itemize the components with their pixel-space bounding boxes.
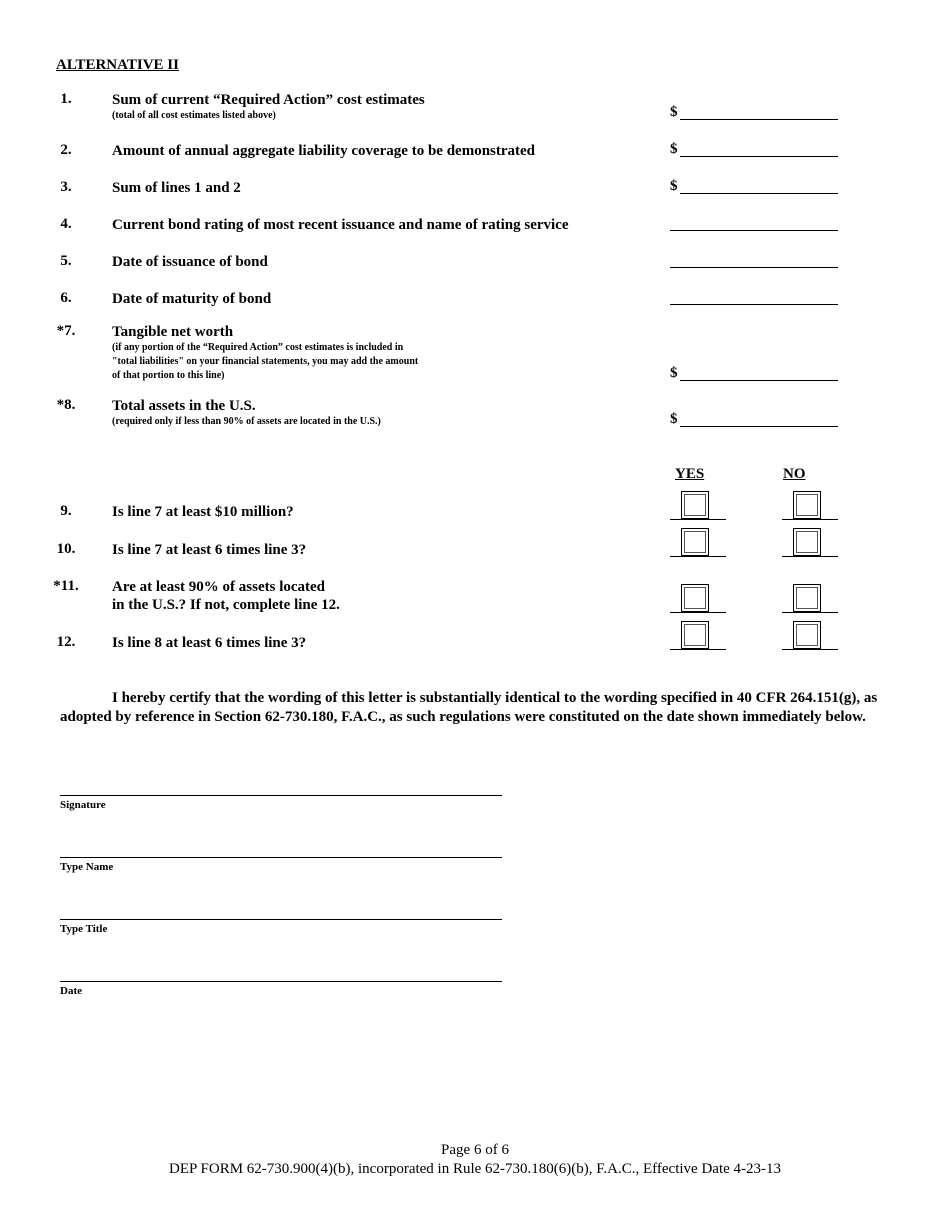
- line-3-dollar-sign: $: [670, 178, 678, 194]
- line-4-label: Current bond rating of most recent issuance and name of rating service: [112, 217, 569, 233]
- signature-label: Signature: [60, 799, 106, 811]
- line-2-dollar-sign: $: [670, 141, 678, 157]
- question-11-number: *11.: [53, 578, 79, 594]
- yes-column-header: YES: [675, 466, 705, 482]
- line-5-field[interactable]: [670, 267, 838, 268]
- line-8-dollar-sign: $: [670, 411, 678, 427]
- line-7-number: *7.: [56, 323, 76, 339]
- question-9-label: Is line 7 at least $10 million?: [112, 504, 294, 520]
- line-1-title: Sum of current “Required Action” cost estimates: [112, 92, 425, 108]
- page-number: Page 6 of 6: [441, 1142, 509, 1158]
- date-field[interactable]: [60, 981, 502, 982]
- line-7-note-2: "total liabilities" on your financial statements, you may add the amount: [112, 356, 419, 367]
- line-1-amount-field[interactable]: [680, 119, 838, 120]
- type-title-field[interactable]: [60, 919, 502, 920]
- line-6-field[interactable]: [670, 304, 838, 305]
- line-3-label: Sum of lines 1 and 2: [112, 180, 241, 196]
- line-2-amount-field[interactable]: [680, 156, 838, 157]
- line-5-label: Date of issuance of bond: [112, 254, 268, 270]
- line-1-dollar-sign: $: [670, 104, 678, 120]
- line-8-title: Total assets in the U.S.: [112, 398, 256, 414]
- line-5-number: 5.: [60, 253, 72, 269]
- question-11-yes-checkbox[interactable]: [670, 582, 726, 613]
- section-heading: ALTERNATIVE II: [56, 57, 179, 73]
- line-4-field[interactable]: [670, 230, 838, 231]
- signature-field[interactable]: [60, 795, 502, 796]
- question-12-yes-checkbox[interactable]: [670, 619, 726, 650]
- line-7-amount-field[interactable]: [680, 380, 838, 381]
- line-2-label: Amount of annual aggregate liability coverage to be demonstrated: [112, 143, 536, 159]
- line-2-number: 2.: [60, 142, 72, 158]
- question-10-label: Is line 7 at least 6 times line 3?: [112, 542, 307, 558]
- checkbox-box: [793, 621, 821, 649]
- checkbox-box: [681, 584, 709, 612]
- line-1-label: [112, 91, 425, 123]
- checkbox-box: [793, 584, 821, 612]
- question-12-number: 12.: [56, 634, 76, 650]
- question-11-no-checkbox[interactable]: [782, 582, 838, 613]
- question-9-no-checkbox[interactable]: [782, 489, 838, 520]
- line-3-amount-field[interactable]: [680, 193, 838, 194]
- question-11-line-1: Are at least 90% of assets located: [112, 579, 326, 595]
- question-11-label: [112, 578, 340, 614]
- no-column-header: NO: [783, 466, 806, 482]
- question-12-label: Is line 8 at least 6 times line 3?: [112, 635, 307, 651]
- line-7-note-1: (if any portion of the “Required Action” cost estimates is included in: [112, 342, 404, 353]
- line-6-label: Date of maturity of bond: [112, 291, 272, 307]
- checkbox-box: [681, 491, 709, 519]
- line-7-dollar-sign: $: [670, 365, 678, 381]
- line-7-title: Tangible net worth: [112, 324, 234, 340]
- checkbox-box: [793, 528, 821, 556]
- question-12-no-checkbox[interactable]: [782, 619, 838, 650]
- checkbox-box: [681, 621, 709, 649]
- line-7-note-3: of that portion to this line): [112, 370, 225, 381]
- form-reference: DEP FORM 62-730.900(4)(b), incorporated in Rule 62-730.180(6)(b), F.A.C., Effective Date 4-23-13: [168, 1161, 782, 1177]
- type-name-field[interactable]: [60, 857, 502, 858]
- checkbox-box: [681, 528, 709, 556]
- question-9-yes-checkbox[interactable]: [670, 489, 726, 520]
- question-9-number: 9.: [60, 503, 72, 519]
- question-11-line-2: in the U.S.? If not, complete line 12.: [112, 597, 340, 613]
- checkbox-box: [793, 491, 821, 519]
- type-title-label: Type Title: [60, 923, 108, 935]
- line-3-number: 3.: [60, 179, 72, 195]
- line-8-number: *8.: [56, 397, 76, 413]
- line-8-label: [112, 397, 381, 429]
- question-10-number: 10.: [56, 541, 76, 557]
- line-6-number: 6.: [60, 290, 72, 306]
- question-10-no-checkbox[interactable]: [782, 526, 838, 557]
- type-name-label: Type Name: [60, 861, 114, 873]
- line-8-amount-field[interactable]: [680, 426, 838, 427]
- certification-statement: I hereby certify that the wording of this letter is substantially identical to the wording specified in 40 CFR 264.151(g), as adopted by reference in Section 62-730.180, F.A.C., as such regulations were constituted on the date shown immediately below.: [60, 690, 878, 725]
- question-10-yes-checkbox[interactable]: [670, 526, 726, 557]
- line-1-number: 1.: [60, 91, 72, 107]
- line-8-note: (required only if less than 90% of assets are located in the U.S.): [112, 416, 381, 427]
- line-4-number: 4.: [60, 216, 72, 232]
- date-label: Date: [60, 985, 82, 997]
- line-7-label: [112, 323, 418, 383]
- line-1-note: (total of all cost estimates listed above): [112, 110, 276, 121]
